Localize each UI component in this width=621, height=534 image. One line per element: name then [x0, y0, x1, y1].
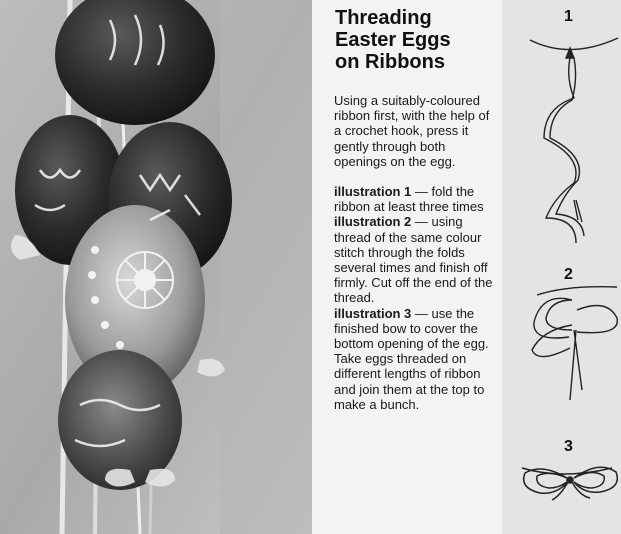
step-2-text: — using thread of the same colour stitch through the folds several times and finish off firmly. Cut off the end of the thread.	[334, 214, 493, 306]
step-2	[334, 214, 500, 305]
page-title: Threading Easter Eggs on Ribbons	[335, 7, 451, 73]
intro-paragraph: Using a suitably-coloured ribbon first, with the help of a crochet hook, press it gently through both openings on the egg.	[334, 93, 490, 169]
step-3-text: — use the finished bow to cover the bottom opening of the egg. Take eggs threaded on different lengths of ribbon and join them at the top to make a bunch.	[334, 305, 489, 412]
step-1-label: illustration 1	[334, 184, 412, 200]
illustration-3-number: 3	[564, 438, 573, 455]
illustration-1-drawing	[530, 38, 618, 243]
step-1-text: — fold the ribbon at least three times	[334, 184, 484, 215]
illustration-2-number: 2	[564, 266, 573, 283]
step-2-label: illustration 2	[334, 214, 412, 230]
illustration-2-drawing	[532, 287, 617, 400]
ribbon-diagrams	[502, 0, 621, 534]
step-3	[334, 306, 500, 412]
step-1	[334, 184, 500, 214]
illustration-3-drawing	[522, 467, 617, 500]
instructions-body	[334, 93, 500, 412]
illustration-1-number: 1	[564, 8, 573, 25]
illustrations-strip	[502, 0, 621, 534]
instructions-column	[312, 0, 502, 534]
step-3-label: illustration 3	[334, 305, 412, 321]
